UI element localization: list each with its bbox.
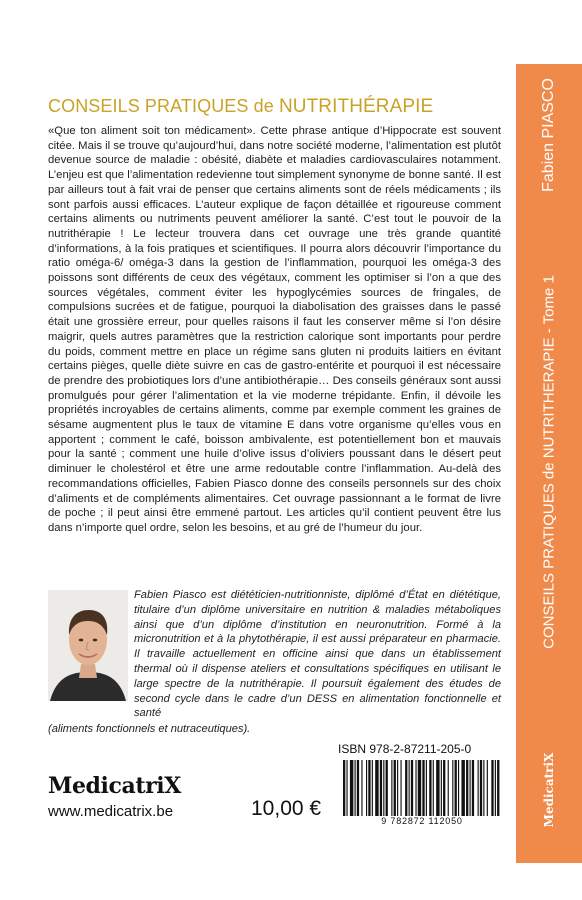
publisher-url: www.medicatrix.be [48,803,174,820]
spine-logo: MedicatriX [542,752,556,828]
blurb-text: «Que ton aliment soit ton médicament». Cette phrase antique d’Hippocrate est souvent citée. Mais il se trouve qu’aujourd’hui, dans notre société moderne, l’alimentation est plutôt devenue source de maladie : obésité, diabète et maladies cardiovasculaires notamment. L’enjeu est que l’alimentation redevienne tout simplement synonyme de bonne santé. Il est par ailleurs tout à fait vrai de penser que certains aliments sont de réels médicaments ; ils sont parfois aussi efficaces. L’auteur explique de façon détaillée et rigoureuse comment certains aliments ou nutriments peuvent améliorer la santé. C’est tout le pouvoir de la nutrithérapie ! Le lecteur trouvera dans cet ouvrage une très grande quantité d’informations, à la fois pratiques et scientifiques. Il pourra alors découvrir l’importance du ratio oméga-6/ oméga-3 dans la gestion de l’inflammation, pourquoi les oméga-3 des poissons sont différents de ceux des végétaux, comment les optimiser si l’on a que des sources végétales, comment éviter les hypoglycémies sources de fringales, de compulsions sucrées et de fatigue, pourquoi la diabolisation des graisses dans le passé était une grossière erreur, pour quelles raisons il faut les conserver même si l’on désire maigrir, quels autres paramètres que la restriction calorique sont importants pour perdre du poids, comment mettre en place un régime sans gluten ni produits laitiers en évitant certains pièges, quelle diète suivre en cas de gastro-entérite et pourquoi il est nécessaire de prendre des probiotiques lors d’une antibiothérapie… Des conseils généraux sont aussi promulgués pour gérer l’alimentation et la vie moderne trépidante. Enfin, il dévoile les propriétés incroyables de certains aliments, comme par exemple comment les graines de sésame augmentent plus le taux de vitamine E dans votre organisme qu’elles vous en apportent ; comment le café, boisson ambivalente, est potentiellement bon et mauvais pour la santé ; comment une huile d’olive issus d’oliviers poussant dans le désert peut diminuer le cholestérol et être une arme redoutable contre l’inflammation. Au-delà des recommandations officielles, Fabien Piasco donne des conseils personnels sur des choix d’aliments et de compléments alimentaires. Cet ouvrage passionnant a le format de livre de poche ; il peut ainsi être emmené partout. Les articles qu’il contient peuvent être lus dans n’importe quel ordre, selon les besoins, et au gré de l’humeur du jour. [48,125,501,534]
cover-title [48,96,433,118]
isbn-label: ISBN 978-2-87211-205-0 [338,742,472,756]
author-photo [48,590,128,701]
barcode-digits: 9 782872 112050 [381,816,463,826]
author-bio: Fabien Piasco est diététicien-nutritionniste, diplômé d’État en diététique, titulaire d’un diplôme universitaire en nutrition & maladies métaboliques ainsi que d’un diplôme d’institution en neuronutrition. Formé à la micronutrition et à la phytothérapie, il est aussi préparateur en pharmacie. Il travaille actuellement en officine ainsi que dans un établissement thermal où il dispense ateliers et consultations spécifiques en utilisant le large spectre de la nutrithérapie. Il poursuit également des études de second cycle dans le cadre d’un DESS en alimentation fonctionnelle et santé [134,589,501,720]
spine-title: CONSEILS PRATIQUES de NUTRITHERAPIE - Tome 1 [540,275,558,649]
spine-author: Fabien PIASCO [540,78,557,192]
author-bio-tail: (aliments fonctionnels et nutraceutiques). [48,723,251,735]
title-prefix: CONSEILS PRATIQUES de [48,96,279,116]
price-label: 10,00 € [251,797,322,820]
barcode [341,760,503,820]
publisher-logo: MedicatriX [48,773,181,799]
title-main: NUTRITHÉRAPIE [278,96,434,117]
